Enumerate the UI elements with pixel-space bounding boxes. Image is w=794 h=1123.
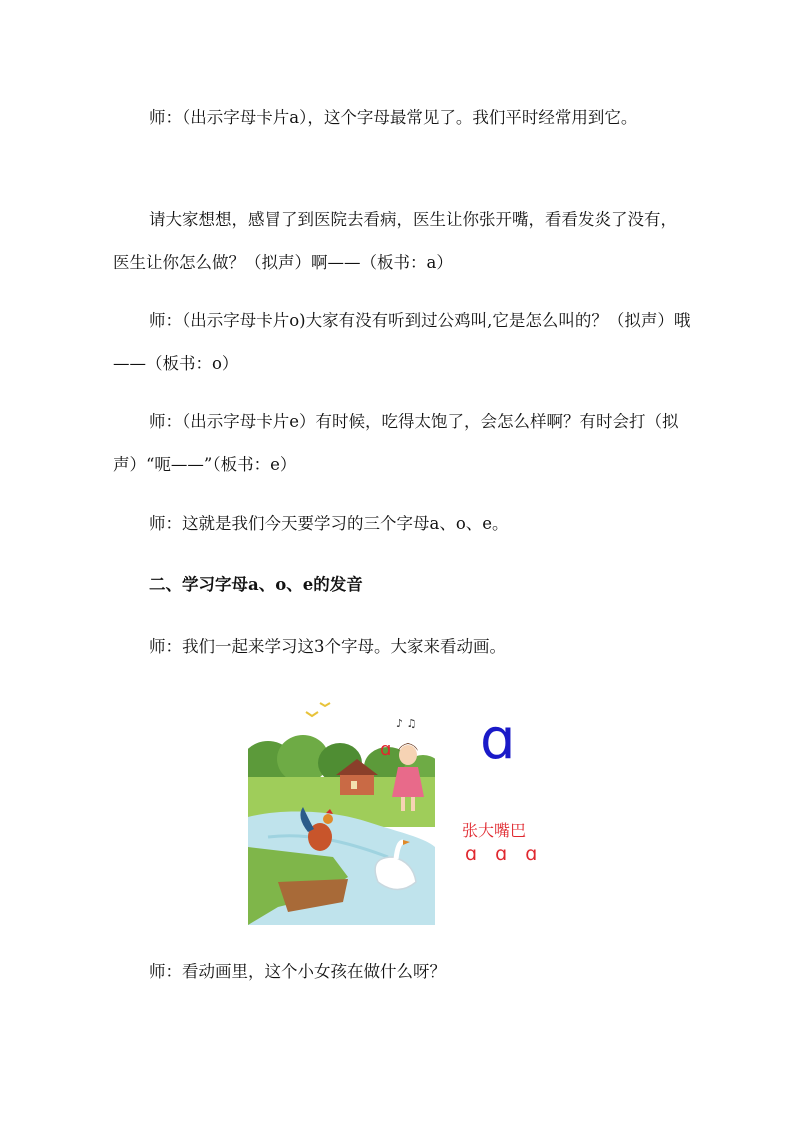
paragraph-summary: 师：这就是我们今天要学习的三个字母a、o、e。 xyxy=(149,514,509,533)
paragraph-intro-o: 师：（出示字母卡片o)大家有没有听到过公鸡叫,它是怎么叫的？（拟声）哦——（板书：o） xyxy=(113,311,691,373)
paragraph-intro-e: 师：（出示字母卡片e）有时候，吃得太饱了，会怎么样啊？有时会打（拟声）“呃——”（板书：e） xyxy=(113,412,679,474)
caption-letters: ɑ ɑ ɑ xyxy=(465,843,544,865)
big-letter-a: ɑ xyxy=(480,707,516,772)
small-letter-a: ɑ xyxy=(380,739,392,760)
section-heading: 二、学习字母a、o、e的发音 xyxy=(149,575,363,594)
caption-open-mouth: 张大嘴巴 xyxy=(462,821,527,840)
animation-illustration xyxy=(248,697,435,925)
svg-text:♪ ♫: ♪ ♫ xyxy=(396,717,417,730)
paragraph-animation: 师：我们一起来学习这3个字母。大家来看动画。 xyxy=(149,637,506,656)
paragraph-doctor: 请大家想想，感冒了到医院去看病，医生让你张开嘴，看看发炎了没有，医生让你怎么做？（拟声）啊——（板书：a） xyxy=(113,210,677,272)
paragraph-intro-a: 师：（出示字母卡片a），这个字母最常见了。我们平时经常用到它。 xyxy=(149,108,638,127)
paragraph-question: 师：看动画里，这个小女孩在做什么呀？ xyxy=(149,962,446,981)
